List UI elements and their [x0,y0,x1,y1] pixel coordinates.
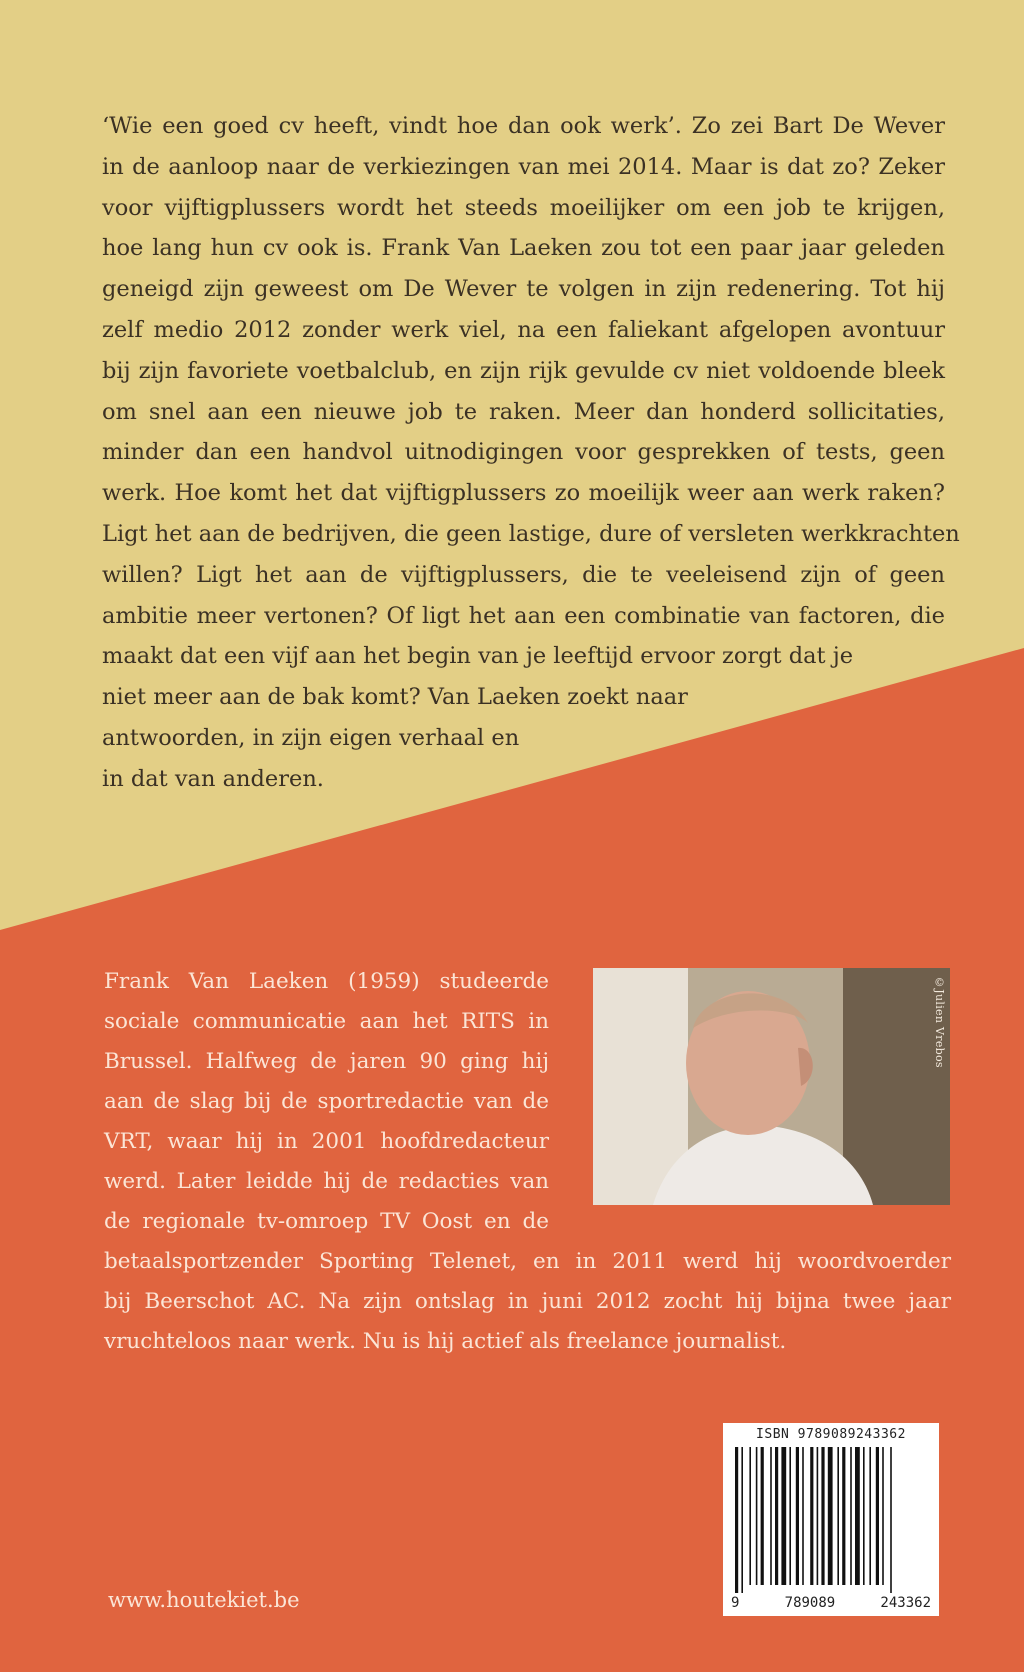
ean-digits [731,1595,931,1611]
bio-line: VRT, waar hij in 2001 hoofdredacteur [104,1129,549,1154]
blurb-line: voor vijftigplussers wordt het steeds moeilijker om een job te krijgen, [102,194,945,221]
bio-line: aan de slag bij de sportredactie van de [104,1089,549,1114]
barcode-bar [876,1447,879,1585]
blurb-line: niet meer aan de bak komt? Van Laeken zoekt naar [102,684,688,711]
barcode-bar [796,1447,799,1585]
barcode-bar [756,1447,758,1585]
barcode-bar [741,1447,743,1593]
blurb-line: antwoorden, in zijn eigen verhaal en [102,724,520,751]
barcode-bar [770,1447,772,1585]
bio-line: bij Beerschot AC. Na zijn ontslag in juni 2012 zocht hij bijna twee jaar [104,1289,951,1314]
ean-digit-group: 243362 [880,1595,931,1611]
bio-line: werd. Later leidde hij de redacties van [104,1169,549,1194]
barcode-bar [775,1447,778,1585]
publisher-website: www.houtekiet.be [108,1588,300,1612]
blurb-line: minder dan een handvol uitnodigingen voor gesprekken of tests, geen [102,439,945,466]
barcode-bar [789,1447,791,1585]
barcode-bar [821,1447,824,1585]
bio-line: sociale communicatie aan het RITS in [104,1009,549,1034]
barcode-bar [817,1447,819,1585]
blurb-line: bij zijn favoriete voetbalclub, en zijn rijk gevulde cv niet voldoende bleek [102,357,945,384]
bio-line: de regionale tv-omroep TV Oost en de [104,1209,549,1234]
barcode-bar [869,1447,871,1585]
bio-line: betaalsportzender Sporting Telenet, en in 2011 werd hij woordvoerder [104,1249,951,1274]
barcode-bar [761,1447,764,1585]
barcode-bar [855,1447,860,1585]
bio-line: Frank Van Laeken (1959) studeerde [104,969,549,994]
barcode-bars [731,1447,931,1593]
blurb-line: werk. Hoe komt het dat vijftigplussers zo moeilijk weer aan werk raken? [102,480,945,507]
barcode-bar [828,1447,833,1585]
isbn-barcode [723,1423,939,1616]
barcode-bar [882,1447,884,1585]
blurb-line: in dat van anderen. [102,765,324,792]
barcode-bar [890,1447,892,1593]
blurb-line: geneigd zijn geweest om De Wever te volgen in zijn redenering. Tot hij [102,276,945,303]
barcode-bar [735,1447,738,1593]
blurb-line: om snel aan een nieuwe job te raken. Meer dan honderd sollicitaties, [102,398,945,425]
photo-credit: ©Julien Vrebos [933,976,946,1068]
blurb-paragraph [102,106,960,800]
isbn-text: ISBN 9789089243362 [756,1427,906,1442]
blurb-line: willen? Ligt het aan de vijftigplussers, die te veeleisend zijn of geen [102,561,945,588]
barcode-bar [781,1447,786,1585]
bio-line: vruchteloos naar werk. Nu is hij actief als freelance journalist. [104,1329,787,1354]
barcode-bar [837,1447,839,1585]
blurb-line: Ligt het aan de bedrijven, die geen lastige, dure of versleten werkkrachten [102,520,960,547]
blurb-line: zelf medio 2012 zonder werk viel, na een faliekant afgelopen avontuur [102,316,945,343]
barcode-bar [749,1447,751,1585]
barcode-bar [842,1447,845,1585]
blurb-line: in de aanloop naar de verkiezingen van mei 2014. Maar is dat zo? Zeker [102,153,945,180]
barcode-bar [863,1447,865,1585]
blurb-line: maakt dat een vijf aan het begin van je leeftijd ervoor zorgt dat je [102,643,854,670]
blurb-line: ambitie meer vertonen? Of ligt het aan een combinatie van factoren, die [102,602,945,629]
barcode-bar [802,1447,804,1585]
author-bio [104,962,951,1362]
barcode-bar [810,1447,813,1585]
bio-line: Brussel. Halfweg de jaren 90 ging hij [104,1049,549,1074]
blurb-line: hoe lang hun cv ook is. Frank Van Laeken zou tot een paar jaar geleden [102,235,945,262]
barcode-bar [850,1447,852,1585]
ean-digit-group: 789089 [784,1595,836,1611]
blurb-line: ‘Wie een goed cv heeft, vindt hoe dan ook werk’. Zo zei Bart De Wever [102,113,945,139]
ean-digit-group: 9 [731,1595,740,1611]
